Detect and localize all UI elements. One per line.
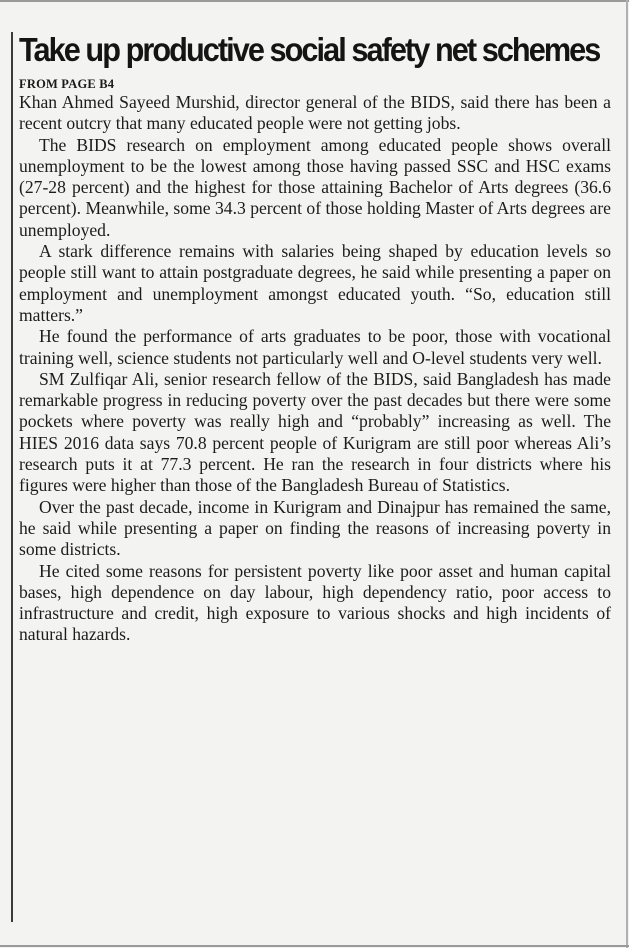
dateline: FROM PAGE B4: [19, 77, 115, 91]
article: [19, 30, 611, 646]
bottom-border: [0, 945, 629, 947]
column-rule: [11, 32, 13, 922]
paragraph: He cited some reasons for persistent poverty like poor asset and human capital bases, high dependence on day labour, high dependency ratio, poor access to infrastructure and credit, high exposure to various shocks and high incidents of natural hazards.: [19, 560, 611, 645]
paragraph: A stark difference remains with salaries being shaped by education levels so people still want to attain postgraduate degrees, he said while presenting a paper on employment and unemployment amongst educated youth. “So, education still matters.”: [19, 241, 611, 325]
paragraph: He found the performance of arts graduates to be poor, those with vocational training well, science students not particularly well and O-level students very well.: [19, 326, 611, 368]
top-border: [0, 0, 629, 2]
headline: Take up productive social safety net schemes: [19, 31, 600, 68]
paragraph: Khan Ahmed Sayeed Murshid, director general of the BIDS, said there has been a recent outcry that many educated people were not getting jobs.: [19, 92, 611, 134]
paragraph: The BIDS research on employment among educated people shows overall unemployment to be the lowest among those having passed SSC and HSC exams (27-28 percent) and the highest for those attaining Bachelor of Arts degrees (36.6 percent). Meanwhile, some 34.3 percent of those holding Master of Arts degrees are unemployed.: [19, 134, 611, 240]
paragraph: Over the past decade, income in Kurigram and Dinajpur has remained the same, he said while presenting a paper on finding the reasons of increasing poverty in some districts.: [19, 496, 611, 560]
right-border: [626, 0, 628, 948]
article-body: [19, 92, 611, 646]
paragraph: SM Zulfiqar Ali, senior research fellow of the BIDS, said Bangladesh has made remarkable progress in reducing poverty over the past decades but there were some pockets where poverty was really high and “probably” increasing as well. The HIES 2016 data says 70.8 percent people of Kurigram are still poor whereas Ali’s research puts it at 77.3 percent. He ran the research in four districts where his figures were higher than those of the Bangladesh Bureau of Statistics.: [19, 368, 611, 496]
